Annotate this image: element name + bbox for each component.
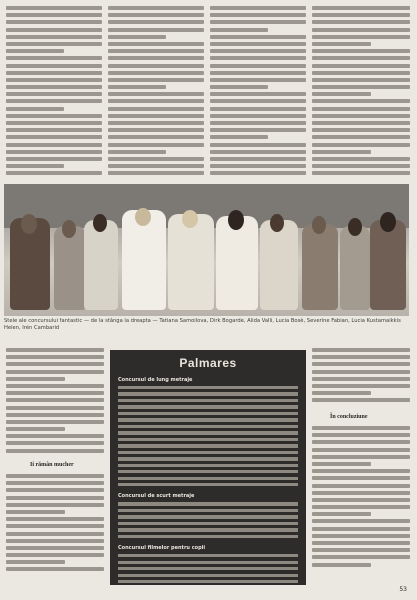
palmares-box xyxy=(110,350,306,585)
palmares-section: Concursul filmelor pentru copii xyxy=(118,545,206,552)
text-column-1 xyxy=(6,6,102,178)
palmares-title: Palmares xyxy=(179,356,237,370)
palmares-section: Concursul de scurt metraje xyxy=(118,493,195,500)
palmares-section: Concursul de lung metraje xyxy=(118,377,193,383)
text-column-3 xyxy=(210,6,306,178)
text-column-2 xyxy=(108,6,204,178)
section-subhead-left: Ii rămân mucher xyxy=(30,462,74,468)
group-photo xyxy=(4,184,409,316)
text-column-lower-left-2 xyxy=(6,474,104,584)
text-column-lower-right-2 xyxy=(312,426,410,586)
section-subhead-right: În concluziune xyxy=(330,414,368,420)
text-column-lower-right xyxy=(312,348,410,410)
page-number: 53 xyxy=(399,586,407,593)
text-column-lower-left xyxy=(6,348,104,458)
photo-caption: Stele ale concursului fantastic — de la stânga la dreapta — Tatiana Samoilova, Dirk Bogarde, Alida Valli, Lucia Bosè, Severine Fabian, Lucia Kustamaikkis Helen, Irén Cambarid xyxy=(4,318,401,331)
text-column-4 xyxy=(312,6,410,178)
